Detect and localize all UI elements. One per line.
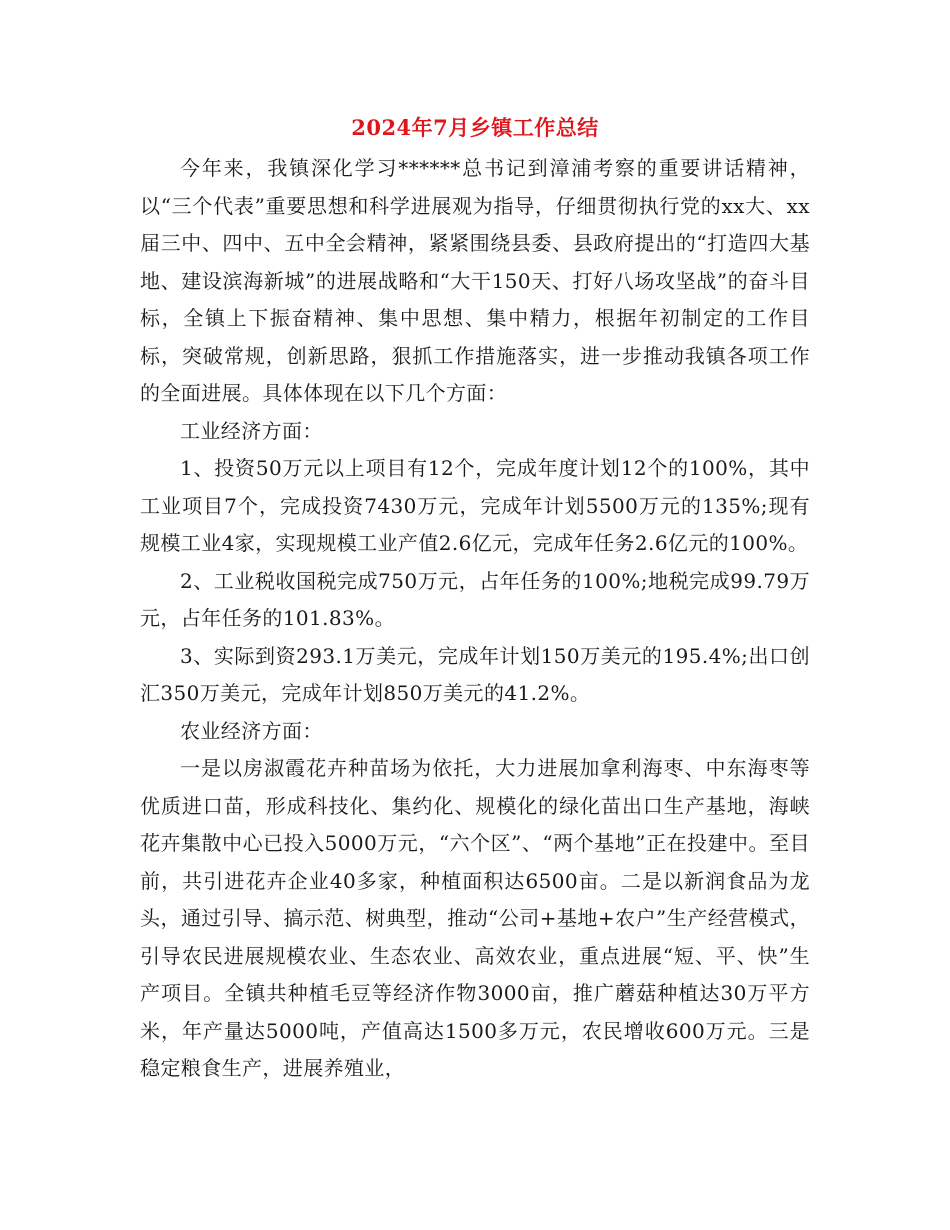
paragraph-industrial-3: 3、实际到资293.1万美元，完成年计划150万美元的195.4%;出口创汇350万美元，完成年计划850万美元的41.2%。	[140, 643, 810, 705]
heading-agricultural-economy: 农业经济方面：	[180, 718, 323, 743]
paragraph-industrial-2: 2、工业税收国税完成750万元，占年任务的100%;地税完成99.79万元，占年任务的101.83%。	[140, 568, 810, 630]
paragraph-intro: 今年来，我镇深化学习******总书记到漳浦考察的重要讲话精神，以“三个代表”重要思想和科学进展观为指导，仔细贯彻执行党的xx大、xx届三中、四中、五中全会精神，紧紧围绕县委、县政府提出的“打造四大基地、建设滨海新城”的进展战略和“大干150天、打好八场攻坚战”的奋斗目标，全镇上下振奋精神、集中思想、集中精力，根据年初制定的工作目标，突破常规，创新思路，狠抓工作措施落实，进一步推动我镇各项工作的全面进展。具体体现在以下几个方面：	[140, 156, 810, 405]
document-page	[140, 110, 810, 1088]
paragraph-industrial-1: 1、投资50万元以上项目有12个，完成年度计划12个的100%，其中工业项目7个，完成投资7430万元，完成年计划5500万元的135%;现有规模工业4家，实现规模工业产值2.6亿元，完成年任务2.6亿元的100%。	[140, 456, 810, 555]
document-title: 2024年7月乡镇工作总结	[351, 115, 599, 140]
heading-industrial-economy: 工业经济方面：	[180, 418, 323, 443]
paragraph-agricultural-1: 一是以房淑霞花卉种苗场为依托，大力进展加拿利海枣、中东海枣等优质进口苗，形成科技化、集约化、规模化的绿化苗出口生产基地，海峡花卉集散中心已投入5000万元，“六个区”、“两个基地”正在投建中。至目前，共引进花卉企业40多家，种植面积达6500亩。二是以新润食品为龙头，通过引导、搞示范、树典型，推动“公司+基地+农户”生产经营模式，引导农民进展规模农业、生态农业、高效农业，重点进展“短、平、快”生产项目。全镇共种植毛豆等经济作物3000亩，推广蘑菇种植达30万平方米，年产量达5000吨，产值高达1500多万元，农民增收600万元。三是稳定粮食生产，进展养殖业，	[140, 756, 810, 1080]
